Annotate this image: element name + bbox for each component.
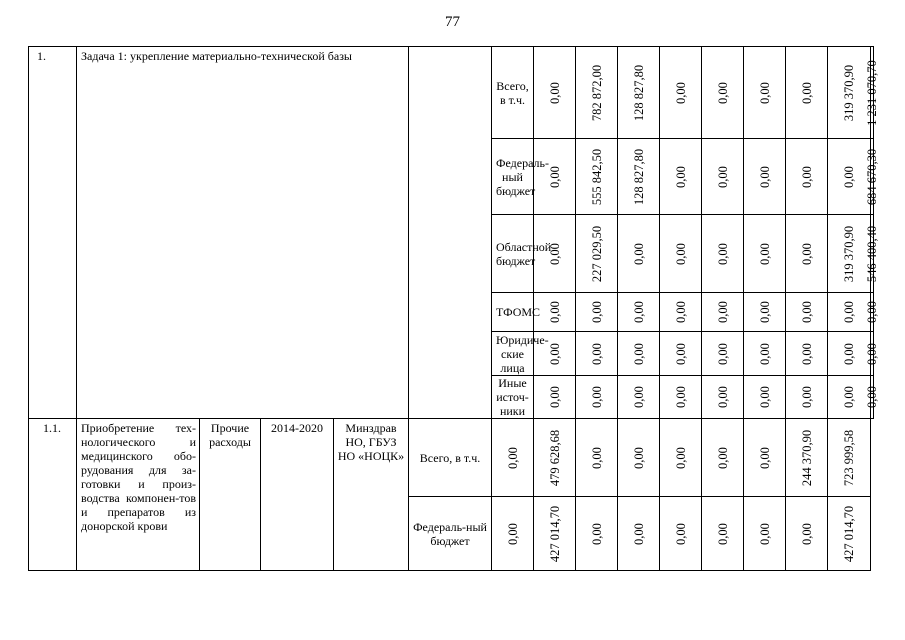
value-cell: 0,00	[673, 242, 688, 265]
value-cell: 546 400,40	[865, 225, 879, 282]
value-cell: 0,00	[631, 301, 646, 323]
value-cell: 319 370,90	[842, 225, 856, 282]
value-cell: 555 842,50	[589, 148, 604, 205]
value-cell: 0,00	[842, 342, 856, 365]
value-cell: 0,00	[631, 446, 646, 469]
value-cell: 0,00	[715, 301, 730, 323]
value-cell: 0,00	[589, 342, 604, 365]
table-row	[29, 419, 874, 497]
value-cell: 0,00	[842, 165, 856, 188]
value-cell: 0,00	[715, 522, 730, 545]
value-cell: 0,00	[673, 446, 688, 469]
value-cell: 128 827,80	[631, 64, 646, 121]
task-title: Задача 1: укрепление материально-технической базы	[77, 47, 409, 419]
value-cell: 0,00	[715, 446, 730, 469]
value-cell: 244 370,90	[799, 429, 814, 486]
value-cell: 782 872,00	[589, 64, 604, 121]
value-cell: 0,00	[673, 301, 688, 323]
task-number: 1.	[29, 47, 77, 419]
value-cell: 0,00	[631, 522, 646, 545]
page-number: 77	[445, 14, 460, 30]
value-cell: 0,00	[865, 342, 879, 365]
budget-table	[28, 46, 879, 571]
value-cell: 427 014,70	[842, 505, 856, 562]
value-cell: 723 999,58	[842, 429, 856, 486]
value-cell: 0,00	[715, 342, 730, 365]
value-cell: 0,00	[715, 242, 730, 265]
value-cell: 0,00	[865, 301, 879, 323]
value-cell: 227 029,50	[589, 225, 604, 282]
value-cell: 0,00	[547, 342, 562, 365]
funding-source: Всего, в т.ч.	[492, 47, 534, 139]
value-cell: 0,00	[673, 81, 688, 104]
value-cell: 0,00	[757, 242, 772, 265]
value-cell: 1 231 070,70	[865, 59, 879, 126]
value-cell: 0,00	[799, 165, 814, 188]
value-cell: 0,00	[673, 342, 688, 365]
measure-name: Приобретение тех-нологического и медицинского обо-рудования для за-готовки и произ-водства компонен-тов и препаратов из донорской крови	[77, 419, 200, 571]
value-cell: 0,00	[757, 81, 772, 104]
value-cell: 0,00	[865, 386, 879, 408]
value-cell: 0,00	[757, 301, 772, 323]
value-cell: 479 628,68	[547, 429, 562, 486]
value-cell: 0,00	[799, 242, 814, 265]
value-cell: 0,00	[673, 522, 688, 545]
value-cell: 0,00	[547, 242, 562, 265]
value-cell: 0,00	[589, 446, 604, 469]
value-cell: 0,00	[715, 165, 730, 188]
value-cell: 0,00	[589, 522, 604, 545]
value-cell: 0,00	[547, 165, 562, 188]
value-cell: 0,00	[799, 301, 814, 323]
value-cell: 0,00	[715, 386, 730, 408]
value-cell: 0,00	[757, 342, 772, 365]
measure-number: 1.1.	[29, 419, 77, 571]
value-cell: 0,00	[631, 342, 646, 365]
value-cell: 0,00	[757, 386, 772, 408]
funding-source: ТФОМС	[492, 293, 534, 332]
funding-source: Федераль-ный бюджет	[409, 497, 492, 571]
value-cell: 0,00	[631, 242, 646, 265]
value-cell: 0,00	[842, 301, 856, 323]
executor: Минздрав НО, ГБУЗ НО «НОЦК»	[334, 419, 409, 571]
funding-source: Юридиче-ские лица	[492, 332, 534, 376]
funding-source: Иные источ-ники	[492, 376, 534, 419]
value-cell: 0,00	[547, 386, 562, 408]
value-cell: 0,00	[799, 386, 814, 408]
value-cell: 684 670,30	[865, 148, 879, 205]
value-cell: 0,00	[842, 386, 856, 408]
value-cell: 0,00	[547, 81, 562, 104]
period: 2014-2020	[261, 419, 334, 571]
funding-source: Всего, в т.ч.	[409, 419, 492, 497]
value-cell: 0,00	[589, 301, 604, 323]
value-cell: 0,00	[673, 386, 688, 408]
value-cell: 0,00	[631, 386, 646, 408]
value-cell: 0,00	[505, 446, 520, 469]
value-cell: 0,00	[757, 522, 772, 545]
value-cell: 0,00	[547, 301, 562, 323]
task-title-spacer	[409, 47, 492, 419]
value-cell: 319 370,90	[842, 64, 856, 121]
value-cell: 0,00	[505, 522, 520, 545]
value-cell: 0,00	[799, 342, 814, 365]
value-cell: 0,00	[757, 446, 772, 469]
funding-source: Федераль-ный бюджет	[492, 139, 534, 215]
value-cell: 0,00	[715, 81, 730, 104]
value-cell: 0,00	[799, 81, 814, 104]
value-cell: 0,00	[589, 386, 604, 408]
value-cell: 427 014,70	[547, 505, 562, 562]
expense-type: Прочие расходы	[200, 419, 261, 571]
value-cell: 0,00	[673, 165, 688, 188]
funding-source: Областной бюджет	[492, 215, 534, 293]
value-cell: 0,00	[757, 165, 772, 188]
value-cell: 0,00	[799, 522, 814, 545]
table-row	[29, 47, 874, 139]
value-cell: 128 827,80	[631, 148, 646, 205]
